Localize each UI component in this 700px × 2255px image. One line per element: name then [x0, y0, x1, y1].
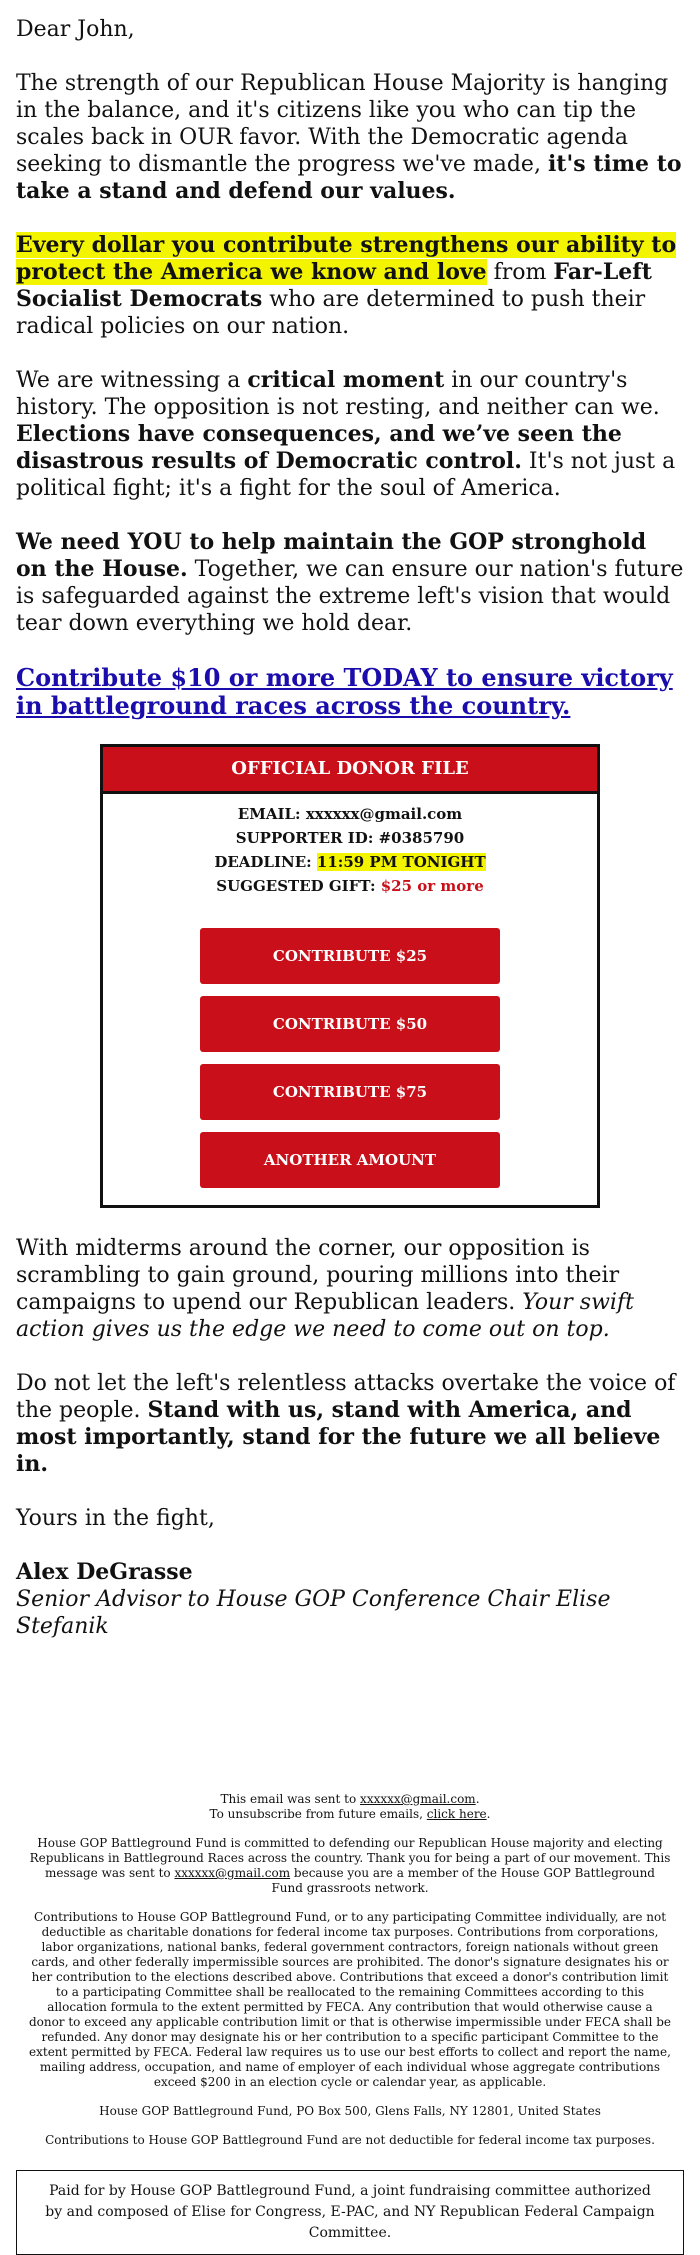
contribute-50-button[interactable]: CONTRIBUTE $50 [200, 996, 500, 1052]
donor-gift-row [103, 874, 597, 898]
footer-unsub-prefix: To unsubscribe from future emails, [209, 1807, 427, 1821]
donor-deadline-row [103, 850, 597, 874]
donor-file-info [103, 794, 597, 898]
paragraph-need-you [16, 529, 684, 637]
signature-title: Senior Advisor to House GOP Conference Chair Elise Stefanik [16, 1587, 611, 1639]
paragraph-stand-bold: Stand with us, stand with America, and most importantly, stand for the future we all believe in. [16, 1397, 661, 1477]
another-amount-button[interactable]: ANOTHER AMOUNT [200, 1132, 500, 1188]
paragraph-majority [16, 70, 684, 205]
paragraph-stand-with-us [16, 1370, 684, 1478]
paragraph-midterms-italic: Your swift action gives us the edge we need to come out on top. [16, 1290, 634, 1342]
footer-about [28, 1836, 672, 1896]
donor-gift-label: SUGGESTED GIFT: [216, 877, 376, 895]
footer-address: House GOP Battleground Fund, PO Box 500, Glens Falls, NY 12801, United States [99, 2104, 601, 2118]
contribute-cta-link[interactable]: Contribute $10 or more TODAY to ensure victory in battleground races across the country. [16, 663, 673, 720]
donor-supporter-row [103, 826, 597, 850]
contribute-25-button[interactable]: CONTRIBUTE $25 [200, 928, 500, 984]
donor-gift-value: $25 or more [380, 877, 484, 895]
donor-email-label: EMAIL: [237, 805, 301, 823]
donor-file-box [100, 744, 600, 1208]
donor-deadline-value: 11:59 PM TONIGHT [316, 853, 486, 871]
contribute-75-button[interactable]: CONTRIBUTE $75 [200, 1064, 500, 1120]
paragraph-critical-moment [16, 367, 684, 502]
unsubscribe-link[interactable]: click here [426, 1807, 487, 1821]
footer-about-1: House GOP Battleground Fund is committed to defending our Republican House majority and electing Republicans in Battleground Races across the country. Thank you for being a part of our movement. This message was sent to [29, 1836, 671, 1880]
paragraph-critical-t3: It's not just a political fight; it's a fight for the soul of America. [16, 449, 676, 501]
donor-supporter-value: #0385790 [378, 829, 465, 847]
footer-not-deductible: Contributions to House GOP Battleground Fund are not deductible for federal income tax purposes. [45, 2133, 655, 2147]
greeting: Dear John, [16, 17, 135, 42]
footer-unsub-suffix: . [486, 1807, 491, 1821]
paragraph-contribute-bold: Far-Left Socialist Democrats [16, 259, 652, 312]
donor-email-value: xxxxxx@gmail.com [305, 805, 463, 823]
paragraph-critical-b2: Elections have consequences, and we’ve seen the disastrous results of Democratic control. [16, 421, 622, 474]
footer-sent-to-suffix: . [475, 1792, 480, 1806]
paragraph-critical-t1: We are witnessing a [16, 368, 248, 393]
paragraph-critical-b1: critical moment [247, 367, 445, 393]
donor-email-row [103, 802, 597, 826]
paragraph-midterms [16, 1235, 684, 1343]
paragraph-need-you-bold: We need YOU to help maintain the GOP stronghold on the House. [16, 529, 647, 582]
paragraph-majority-text: The strength of our Republican House Majority is hanging in the balance, and it's citizens like you who can tip the scales back in OUR favor. With the Democratic agenda seeking to dismantle the progress we've made, [16, 71, 669, 177]
footer-legal: Contributions to House GOP Battleground Fund, or to any participating Committee individually, are not deductible as charitable donations for federal income tax purposes. Contributions from corporations, labor organizations, national banks, federal government contractors, foreign nationals without green cards, and other federally impermissible sources are prohibited. The donor's signature designates his or her contribution to the elections described above. Contributions that exceed a donor's contribution limit to a participating Committee shall be reallocated to the remaining Committees according to this allocation formula to the extent permitted by FECA. Any contribution that would otherwise cause a donor to exceed any applicable contribution limit or that is otherwise impermissible under FECA shall be refunded. Any donor may designate his or her contribution to a specific participant Committee to the extent permitted by FECA. Federal law requires us to use our best efforts to collect and report the name, mailing address, occupation, and name of employer of each individual whose aggregate contributions exceed $200 in an election cycle or calendar year, as applicable. [28, 1910, 672, 2089]
paragraph-midterms-text: With midterms around the corner, our opposition is scrambling to gain ground, pouring millions into their campaigns to upend our Republican leaders. [16, 1236, 620, 1315]
paragraph-critical-t2: in our country's history. The opposition is not resting, and neither can we. [16, 368, 660, 420]
email-footer [0, 1792, 700, 2148]
highlighted-text: Every dollar you contribute strengthens our ability to protect the America we know and love [16, 232, 677, 285]
signature-name: Alex DeGrasse [16, 1559, 193, 1585]
paragraph-need-you-rest: Together, we can ensure our nation's future is safeguarded against the extreme left's vision that would tear down everything we hold dear. [16, 557, 684, 636]
footer-about-email: xxxxxx@gmail.com [174, 1866, 291, 1880]
donor-deadline-label: DEADLINE: [214, 853, 312, 871]
footer-sent-to-email: xxxxxx@gmail.com [360, 1792, 476, 1806]
paragraph-majority-bold: it's time to take a stand and defend our values. [16, 151, 682, 204]
donor-supporter-label: SUPPORTER ID: [235, 829, 374, 847]
footer-about-2: because you are a member of the House GOP Battleground Fund grassroots network. [271, 1866, 655, 1895]
donor-file-title: OFFICIAL DONOR FILE [103, 747, 597, 794]
closing: Yours in the fight, [16, 1506, 215, 1531]
paragraph-contribute [16, 232, 684, 340]
footer-sent-to [28, 1792, 672, 1822]
paragraph-contribute-rest: who are determined to push their radical policies on our nation. [16, 287, 646, 339]
footer-sent-to-prefix: This email was sent to [220, 1792, 361, 1806]
paid-for-box: Paid for by House GOP Battleground Fund, a joint fundraising committee authorized by and composed of Elise for Congress, E-PAC, and NY Republican Federal Campaign Committee. [16, 2170, 684, 2255]
paragraph-stand-text: Do not let the left's relentless attacks overtake the voice of the people. [16, 1371, 676, 1423]
paragraph-contribute-from: from [486, 260, 554, 285]
